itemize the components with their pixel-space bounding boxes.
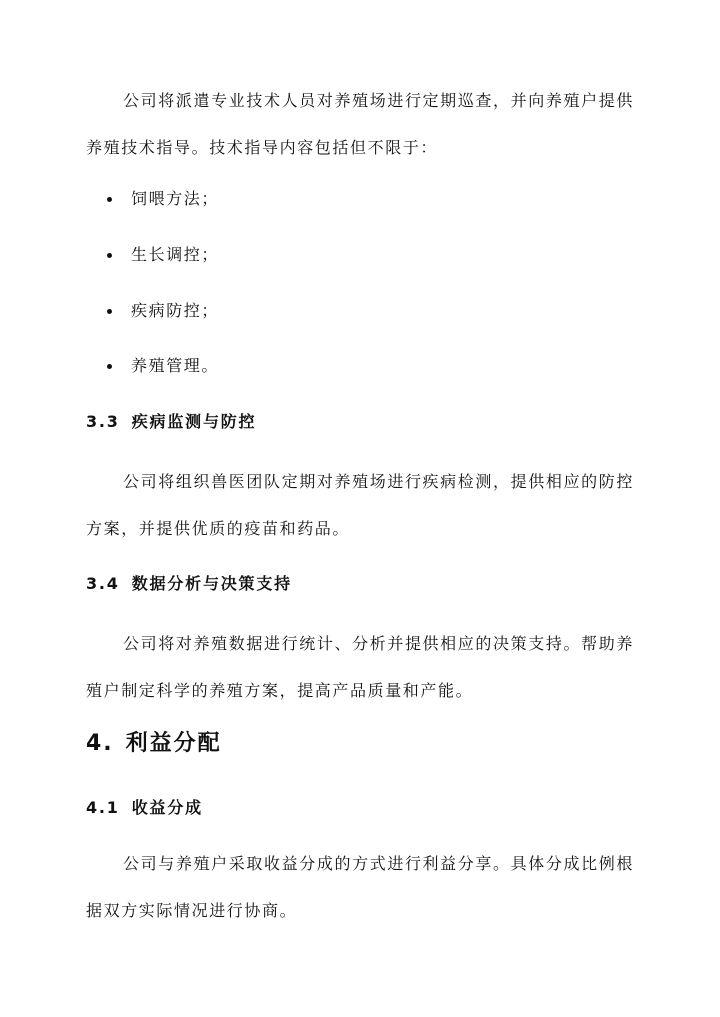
- bullet-text: 饲喂方法；: [131, 189, 220, 208]
- section-number: 3.3: [86, 412, 120, 431]
- section-heading-3-3: [86, 410, 256, 434]
- bullet-dot-icon: [107, 253, 112, 258]
- paragraph-technical-guidance: 公司将派遣专业技术人员对养殖场进行定期巡查，并向养殖户提供养殖技术指导。技术指导内容包括但不限于：: [86, 91, 634, 157]
- section-number: 4.1: [86, 798, 120, 817]
- section-number: 4.: [86, 731, 114, 756]
- bullet-item: [107, 299, 219, 323]
- section-heading-4-1: [86, 796, 203, 820]
- bullet-dot-icon: [107, 309, 112, 314]
- paragraph-disease-control: 公司将组织兽医团队定期对养殖场进行疾病检测，提供相应的防控方案，并提供优质的疫苗和药品。: [86, 472, 634, 538]
- section-heading-3-4: [86, 572, 292, 596]
- section-title: 疾病监测与防控: [131, 412, 257, 431]
- section-title: 收益分成: [131, 798, 203, 817]
- paragraph-profit-sharing: 公司与养殖户采取收益分成的方式进行利益分享。具体分成比例根据双方实际情况进行协商。: [86, 854, 634, 920]
- bullet-text: 疾病防控；: [131, 301, 220, 320]
- section-number: 3.4: [86, 574, 120, 593]
- bullet-item: [107, 187, 219, 211]
- bullet-text: 生长调控；: [131, 245, 220, 264]
- bullet-item: [107, 243, 219, 267]
- bullet-dot-icon: [107, 197, 112, 202]
- section-heading-4: [86, 729, 222, 759]
- bullet-dot-icon: [107, 364, 112, 369]
- bullet-item: [107, 354, 219, 378]
- section-title: 利益分配: [125, 731, 222, 756]
- paragraph-data-analysis: 公司将对养殖数据进行统计、分析并提供相应的决策支持。帮助养殖户制定科学的养殖方案，提高产品质量和产能。: [86, 634, 634, 700]
- bullet-text: 养殖管理。: [131, 356, 220, 375]
- section-title: 数据分析与决策支持: [131, 574, 292, 593]
